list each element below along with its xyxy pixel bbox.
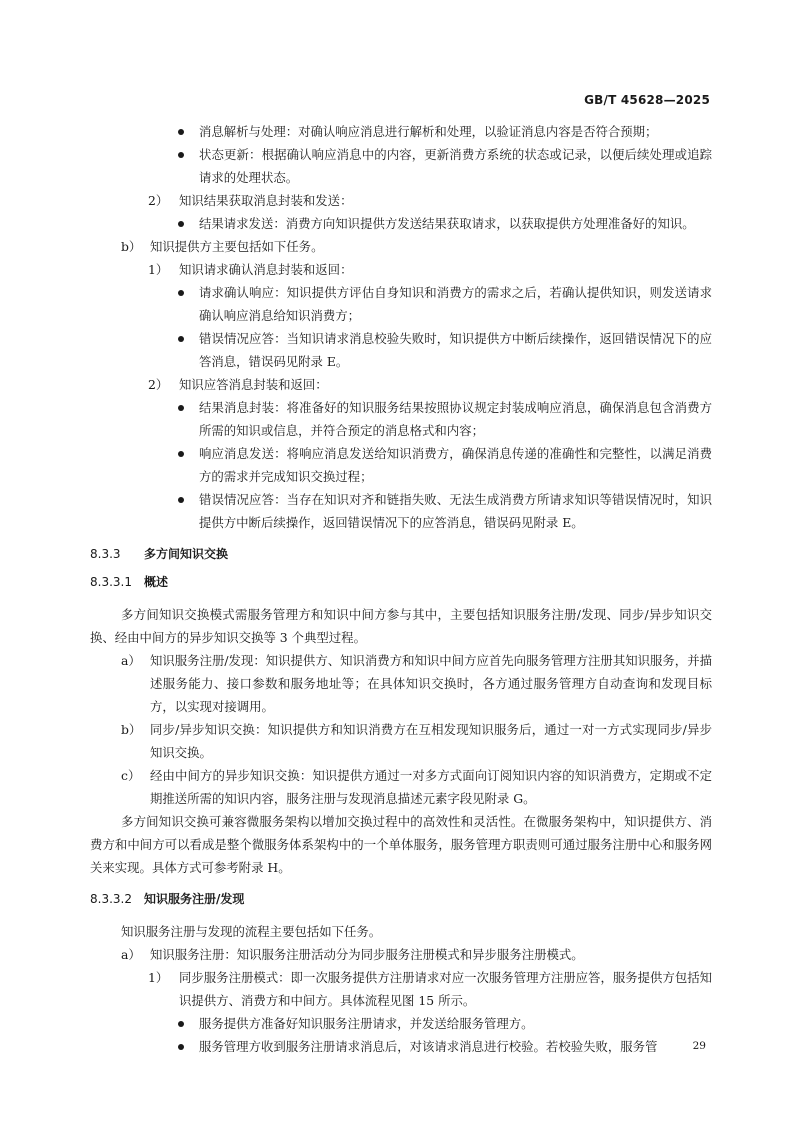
bullet-item: 服务管理方收到服务注册请求消息后，对该请求消息进行校验。若校验失败，服务管 [90,1035,712,1058]
bullet-item: 错误情况应答：当存在知识对齐和链指失败、无法生成消费方所请求知识等错误情况时，知识提供方中断后续操作，返回错误情况下的应答消息，错误码见附录 E。 [90,488,712,534]
bullet-dot-icon [178,336,184,342]
body-paragraph: 多方间知识交换可兼容微服务架构以增加交换过程中的高效性和灵活性。在微服务架构中，知识提供方、消费方和中间方可以看成是整个微服务体系架构中的一个单体服务，服务管理方职责则可通过服务注册中心和服务网关来实现。具体方式可参考附录 H。 [90,814,712,875]
bullet-dot-icon [178,129,184,135]
lettered-item: a） 知识服务注册/发现：知识提供方、知识消费方和知识中间方应首先向服务管理方注册其知识服务，并描述服务能力、接口参数和服务地址等；在具体知识交换时，各方通过服务管理方自动查询和发现目标方，以实现对接调用。 [121,653,712,714]
bullet-item: 状态更新：根据确认响应消息中的内容，更新消费方系统的状态或记录，以便后续处理或追踪请求的处理状态。 [90,143,712,189]
numbered-item: 2） 知识结果获取消息封装和发送： [148,193,353,208]
bullet-item: 结果请求发送：消费方向知识提供方发送结果获取请求，以获取提供方处理准备好的知识。 [90,212,712,235]
bullet-item: 错误情况应答：当知识请求消息校验失败时，知识提供方中断后续操作，返回错误情况下的应答消息，错误码见附录 E。 [90,327,712,373]
body-paragraph: 知识服务注册与发现的流程主要包括如下任务。 [121,924,382,939]
numbered-item: 1） 同步服务注册模式：即一次服务提供方注册请求对应一次服务管理方注册应答，服务提供方包括知识提供方、消费方和中间方。具体流程见图 15 所示。 [148,970,712,1008]
lettered-item: a） 知识服务注册：知识服务注册活动分为同步服务注册模式和异步服务注册模式。 [121,947,584,962]
subsection-heading: 8.3.3.2 知识服务注册/发现 [90,892,245,906]
bullet-item: 请求确认响应：知识提供方评估自身知识和消费方的需求之后，若确认提供知识，则发送请求确认响应消息给知识消费方； [90,281,712,327]
lettered-item: b） 知识提供方主要包括如下任务。 [121,239,324,254]
numbered-item: 2） 知识应答消息封装和返回： [148,377,328,392]
body-paragraph: 多方间知识交换模式需服务管理方和知识中间方参与其中，主要包括知识服务注册/发现、同步/异步知识交换、经由中间方的异步知识交换等 3 个典型过程。 [90,607,712,645]
bullet-dot-icon [178,405,184,411]
page-number: 29 [692,1040,706,1052]
bullet-dot-icon [178,1044,184,1050]
numbered-item: 1） 知识请求确认消息封装和返回： [148,262,353,277]
standard-code: GB/T 45628—2025 [584,93,710,107]
bullet-item: 服务提供方准备好知识服务注册请求，并发送给服务管理方。 [90,1012,712,1035]
lettered-item: b） 同步/异步知识交换：知识提供方和知识消费方在互相发现知识服务后，通过一对一方式实现同步/异步知识交换。 [121,722,712,760]
subsection-heading: 8.3.3.1 概述 [90,575,169,589]
bullet-dot-icon [178,497,184,503]
bullet-dot-icon [178,1021,184,1027]
section-heading: 8.3.3 多方间知识交换 [90,547,229,561]
page-content [90,120,712,1058]
bullet-dot-icon [178,221,184,227]
lettered-item: c） 经由中间方的异步知识交换：知识提供方通过一对多方式面向订阅知识内容的知识消费方，定期或不定期推送所需的知识内容，服务注册与发现消息描述元素字段见附录 G。 [121,768,712,806]
bullet-dot-icon [178,152,184,158]
bullet-dot-icon [178,451,184,457]
bullet-item: 响应消息发送：将响应消息发送给知识消费方，确保消息传递的准确性和完整性，以满足消费方的需求并完成知识交换过程； [90,442,712,488]
bullet-item: 结果消息封装：将准备好的知识服务结果按照协议规定封装成响应消息，确保消息包含消费方所需的知识或信息，并符合预定的消息格式和内容； [90,396,712,442]
bullet-dot-icon [178,290,184,296]
bullet-item: 消息解析与处理：对确认响应消息进行解析和处理，以验证消息内容是否符合预期； [90,120,712,143]
